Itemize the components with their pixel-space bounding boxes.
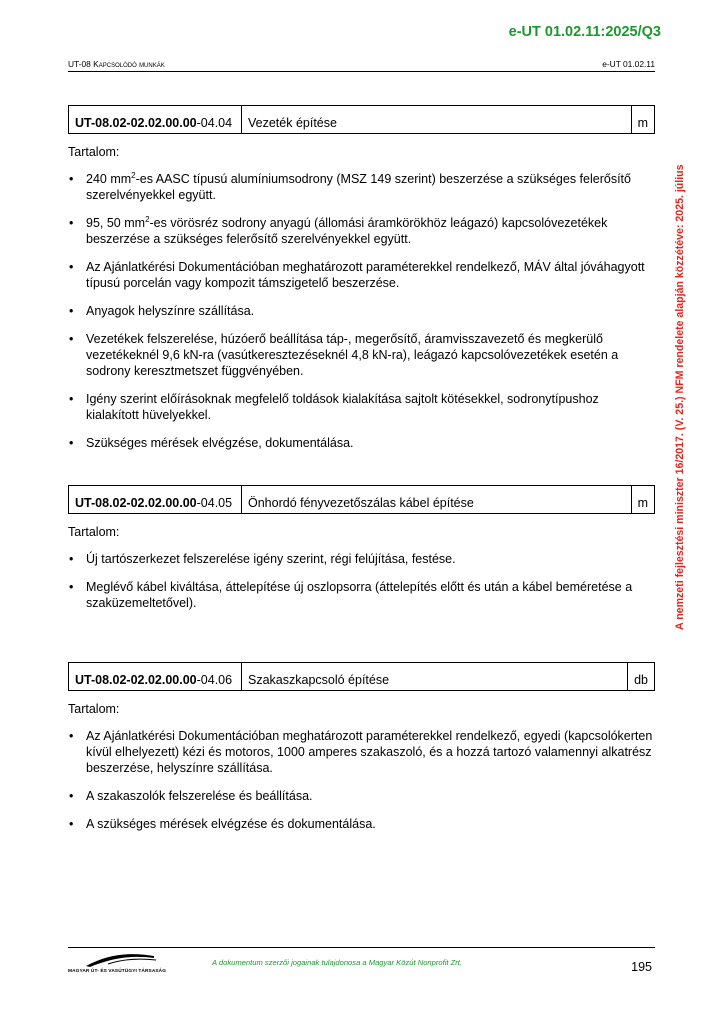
running-header-left (68, 59, 165, 69)
footer-copyright: A dokumentum szerzői jogainak tulajdonosa a Magyar Közút Nonprofit Zrt. (212, 958, 463, 967)
item-header-table (68, 105, 655, 134)
item-title: Vezeték építése (242, 106, 632, 134)
item-unit: m (631, 486, 654, 514)
item-code: UT-08.02-02.02.00.00-04.05 (69, 486, 242, 514)
item-section (68, 105, 655, 463)
list-item: • Meglévő kábel kiváltása, áttelepítése új oszlopsorra (áttelepítés előtt és után a kábel beméretése a szaküzemeltetővel). (68, 579, 655, 611)
logo-text: MAGYAR ÚT- ÉS VASÚTÜGYI TÁRSASÁG (68, 969, 167, 974)
item-code: UT-08.02-02.02.00.00-04.04 (69, 106, 242, 134)
list-item: • A szükséges mérések elvégzése és dokumentálása. (68, 816, 655, 832)
list-item: • Igény szerint előírásoknak megfelelő toldások kialakítása sajtolt kötésekkel, sodronytípushoz kialakított hüvelyekkel. (68, 391, 655, 423)
item-header-table (68, 485, 655, 514)
page-number: 195 (631, 960, 652, 974)
side-publication-note: A nemzeti fejlesztési miniszter 16/2017. (V. 25.) NFM rendelete alapján közzétéve: 2025. július (674, 164, 686, 630)
item-title: Szakaszkapcsoló építése (242, 663, 628, 691)
item-section (68, 662, 655, 844)
logo-swoosh-icon (68, 950, 168, 968)
footer-rule (68, 947, 655, 948)
list-item: • A szakaszolók felszerelése és beállítása. (68, 788, 655, 804)
list-item: • Vezetékek felszerelése, húzóerő beállítása táp-, megerősítő, áramvisszavezető és megkerülő vezetékeknél 9,6 kN-ra (vasútkeresztezéseknél 4,8 kN-ra), leágazó kapcsolóvezetékek esetén a sodrony keresztmetszet függvényében. (68, 331, 655, 379)
list-item: • Az Ajánlatkérési Dokumentációban meghatározott paraméterekkel rendelkező, MÁV által jóváhagyott típusú porcelán vagy kompozit támszigetelő beszerzése. (68, 259, 655, 291)
running-header-prefix: UT-08 (68, 59, 94, 69)
list-item: • 95, 50 $mm^2-es$ vörösréz sodrony anyagú (állomási áramkörökhöz leágazó) kapcsolóvezetékek beszerzése a szükséges felerősítő szerelvényekkel együtt. (68, 215, 655, 247)
list-item: • Anyagok helyszínre szállítása. (68, 303, 655, 319)
content-label: Tartalom: (68, 702, 120, 716)
item-title: Önhordó fényvezetőszálas kábel építése (242, 486, 632, 514)
content-label: Tartalom: (68, 525, 120, 539)
document-code: e-UT 01.02.11:2025/Q3 (508, 24, 661, 40)
bullet-list (68, 171, 655, 451)
running-header-title: Kapcsolódó munkák (93, 59, 165, 69)
item-header-table (68, 662, 655, 691)
bullet-list (68, 551, 655, 611)
list-item: • 240 $mm^2-es$ AASC típusú alumíniumsodrony (MSZ 149 szerint) beszerzése a szükséges felerősítő szerelvényekkel együtt. (68, 171, 655, 203)
running-header-right: e-UT 01.02.11 (602, 59, 655, 69)
list-item: • Új tartószerkezet felszerelése igény szerint, régi felújítása, festése. (68, 551, 655, 567)
content-label: Tartalom: (68, 145, 120, 159)
item-code: UT-08.02-02.02.00.00-04.06 (69, 663, 242, 691)
item-unit: db (628, 663, 655, 691)
list-item: • Szükséges mérések elvégzése, dokumentálása. (68, 435, 655, 451)
item-section (68, 485, 655, 623)
company-logo (68, 950, 168, 974)
list-item: • Az Ajánlatkérési Dokumentációban meghatározott paraméterekkel rendelkező, egyedi (kapcsolókerten kívül elhelyezett) kézi és motoros, 1000 amperes szakaszoló, és a hozzá tartozó valamennyi alkatrész beszerzése, helyszínre szállítása. (68, 728, 655, 776)
item-unit: m (631, 106, 654, 134)
running-header (68, 59, 655, 72)
bullet-list (68, 728, 655, 832)
